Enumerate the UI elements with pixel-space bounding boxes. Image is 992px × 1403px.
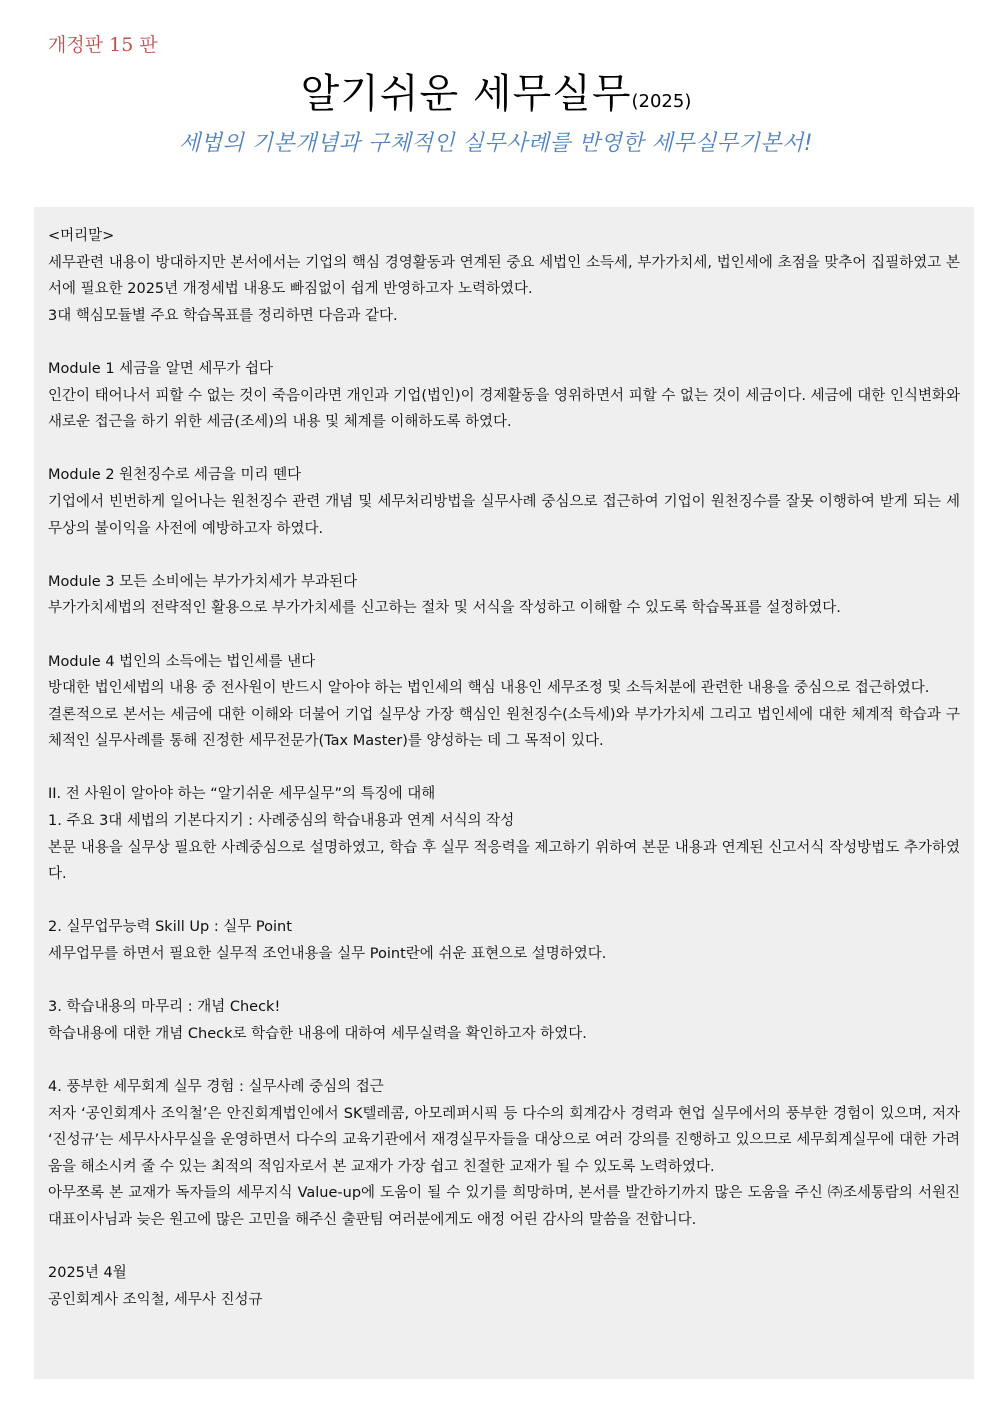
spacer	[48, 888, 960, 915]
features-title: II. 전 사원이 알아야 하는 “알기쉬운 세무실무”의 특징에 대해	[48, 786, 436, 803]
spacer	[48, 436, 960, 463]
conclusion-paragraph: 결론적으로 본서는 세금에 대한 이해와 더불어 기업 실무상 가장 핵심인 원천징수(소득세)와 부가가치세 그리고 법인세에 대한 체계적 학습과 구체적인 실무사례를 통해 진정한 세무전문가(Tax Master)를 양성하는 데 그 목적이 있다.	[48, 706, 960, 750]
spacer	[48, 329, 960, 356]
feature3-title: 3. 학습내용의 마무리 : 개념 Check!	[48, 999, 281, 1016]
module3-text: 부가가치세법의 전략적인 활용으로 부가가치세를 신고하는 절차 및 서식을 작성하고 이해할 수 있도록 학습목표를 설정하였다.	[48, 600, 841, 617]
preface-content	[48, 223, 960, 1313]
feature1-title: 1. 주요 3대 세법의 기본다지기 : 사례중심의 학습내용과 연계 서식의 작성	[48, 813, 515, 830]
book-subtitle: 세법의 기본개념과 구체적인 실무사례를 반영한 세무실무기본서!	[178, 131, 814, 156]
intro-paragraph: 세무관련 내용이 방대하지만 본서에서는 기업의 핵심 경영활동과 연계된 중요 세법인 소득세, 부가가치세, 법인세에 초점을 맞추어 집필하였고 본서에 필요한 2025년 개정세법 내용도 빠짐없이 쉽게 반영하고자 노력하였다.	[48, 254, 960, 298]
module4-title: Module 4 법인의 소득에는 법인세를 낸다	[48, 653, 316, 670]
feature3-text: 학습내용에 대한 개념 Check로 학습한 내용에 대하여 세무실력을 확인하고자 하였다.	[48, 1025, 587, 1042]
feature2-text: 세무업무를 하면서 필요한 실무적 조언내용을 실무 Point란에 쉬운 표현으로 설명하였다.	[48, 946, 607, 963]
spacer	[48, 1047, 960, 1074]
feature1-text: 본문 내용을 실무상 필요한 사례중심으로 설명하였고, 학습 후 실무 적응력을 제고하기 위하여 본문 내용과 연계된 신고서식 작성방법도 추가하였다.	[48, 839, 960, 883]
feature4-text: 저자 ‘공인회계사 조익철’은 안진회계법인에서 SK텔레콤, 아모레퍼시픽 등 다수의 회계감사 경력과 현업 실무에서의 풍부한 경험이 있으며, 저자 ‘진성규’는 세무사사무실을 운영하면서 다수의 교육기관에서 재경실무자들을 대상으로 여러 강의를 진행하고 있으므로 세무회계실무에 대한 가려움을 해소시켜 줄 수 있는 최적의 적임자로서 본 교재가 가장 쉽고 친절한 교재가 될 수 있도록 노력하였다.	[48, 1105, 960, 1175]
feature4-title: 4. 풍부한 세무회계 실무 경험 : 실무사례 중심의 접근	[48, 1079, 384, 1095]
feature2-title: 2. 실무업무능력 Skill Up : 실무 Point	[48, 919, 292, 936]
spacer	[48, 542, 960, 569]
preface-heading: <머리말>	[48, 228, 115, 244]
title-block	[0, 62, 992, 119]
spacer	[48, 755, 960, 782]
signature-authors: 공인회계사 조익철, 세무사 진성규	[48, 1291, 263, 1308]
closing-paragraph: 아무쪼록 본 교재가 독자들의 세무지식 Value-up에 도움이 될 수 있기를 희망하며, 본서를 발간하기까지 많은 도움을 주신 ㈜조세통람의 서원진 대표이사님과 늦은 원고에 많은 고민을 해주신 출판팀 여러분에게도 애정 어린 감사의 말씀을 전합니다.	[48, 1185, 960, 1228]
module3-title: Module 3 모든 소비에는 부가가치세가 부과된다	[48, 573, 358, 590]
module2-text: 기업에서 빈번하게 일어나는 원천징수 관련 개념 및 세무처리방법을 실무사례 중심으로 접근하여 기업이 원천징수를 잘못 이행하여 받게 되는 세무상의 불이익을 사전에 예방하고자 하였다.	[48, 493, 960, 537]
spacer	[48, 622, 960, 649]
spacer	[48, 1234, 960, 1261]
signature-date: 2025년 4월	[48, 1265, 127, 1282]
book-title: 알기쉬운 세무실무	[300, 71, 632, 117]
book-title-year: (2025)	[631, 91, 692, 112]
intro-summary: 3대 핵심모듈별 주요 학습목표를 정리하면 다음과 같다.	[48, 307, 398, 324]
module2-title: Module 2 원천징수로 세금을 미리 뗀다	[48, 467, 302, 484]
module4-text: 방대한 법인세법의 내용 중 전사원이 반드시 알아야 하는 법인세의 핵심 내용인 세무조정 및 소득처분에 관련한 내용을 중심으로 접근하였다.	[48, 680, 930, 697]
module1-title: Module 1 세금을 알면 세무가 쉽다	[48, 360, 274, 377]
preface-box	[34, 207, 974, 1379]
spacer	[48, 968, 960, 995]
module1-text: 인간이 태어나서 피할 수 없는 것이 죽음이라면 개인과 기업(법인)이 경제활동을 영위하면서 피할 수 없는 것이 세금이다. 세금에 대한 인식변화와 새로운 접근을 하기 위한 세금(조세)의 내용 및 체계를 이해하도록 하였다.	[48, 387, 960, 431]
edition-label: 개정판 15 판	[48, 34, 158, 56]
